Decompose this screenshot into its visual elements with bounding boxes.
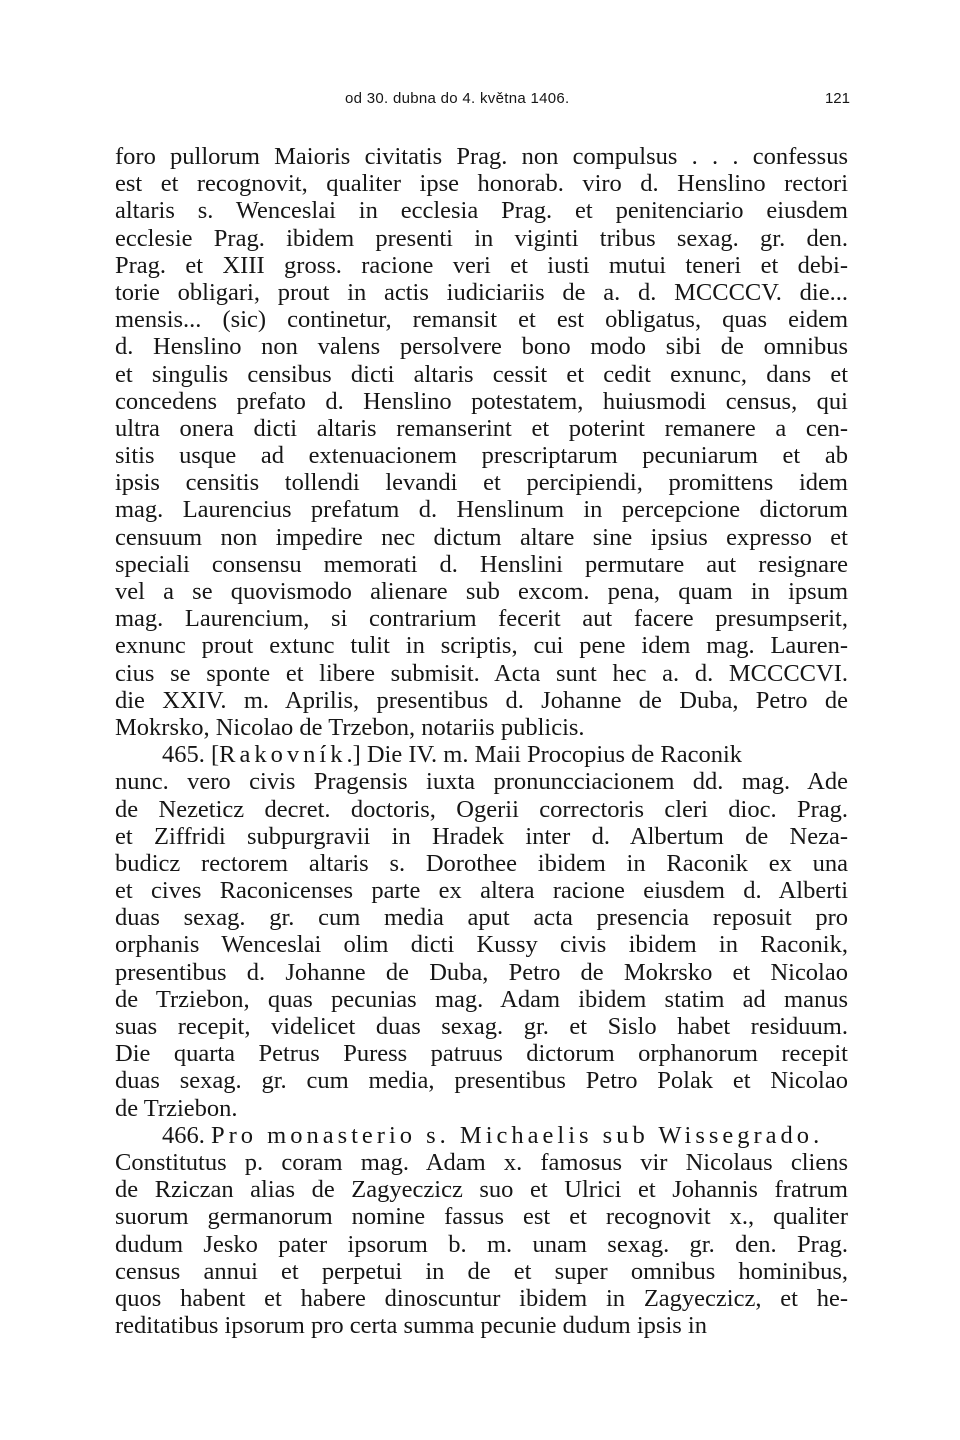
text-line: de Trziebon, quas pecunias mag. Adam ibidem statim ad manus [115,985,848,1013]
text-line: nunc. vero civis Pragensis iuxta pronuncciacionem dd. mag. Ade [115,768,848,796]
text-line: die XXIV. m. Aprilis, presentibus d. Johanne de Duba, Petro de [115,686,848,714]
text-line: Die quarta Petrus Puress patruus dictorum orphanorum recepit [115,1040,848,1068]
text-line: orphanis Wenceslai olim dicti Kussy civis ibidem in Raconik, [115,931,848,959]
text-line: duas sexag. gr. cum media aput acta presencia reposuit pro [115,904,848,932]
text-line: mag. Laurencium, si contrarium fecerit aut facere presumpserit, [115,605,848,633]
running-title: od 30. dubna do 4. května 1406. [345,90,570,107]
text-line: census annui et perpetui in de et super omnibus hominibus, [115,1257,848,1285]
text-line: suas recepit, videlicet duas sexag. gr. et Sislo habet residuum. [115,1013,848,1040]
text-line: ecclesie Prag. ibidem presenti in viginti tribus sexag. gr. den. [115,224,848,252]
text-line [115,741,848,768]
text-line [115,1122,848,1149]
text-line: mag. Laurencius prefatum d. Henslinum in percepcione dictorum [115,496,848,524]
text-line: exnunc prout extunc tulit in scriptis, cui pene idem mag. Lauren- [115,632,848,660]
spaced-heading: Rakovník [219,741,347,769]
page-number: 121 [824,90,850,107]
text-line: suorum germanorum nomine fassus est et recognovit x., qualiter [115,1203,848,1231]
text-line: reditatibus ipsorum pro certa summa pecunie dudum ipsis in [115,1312,707,1340]
text-line: de Nezeticz decret. doctoris, Ogerii correctoris cleri dioc. Prag. [115,795,848,823]
text-line: Mokrsko, Nicolao de Trzebon, notariis publicis. [115,713,585,741]
text-line: de Rziczan alias de Zagyeczicz suo et Ulrici et Johannis fratrum [115,1176,848,1204]
line-segment: 465. [ [162,741,220,769]
text-line: altaris s. Wenceslai in ecclesia Prag. et penitenciario eiusdem [115,197,848,225]
text-line: d. Henslino non valens persolvere bono modo sibi de omnibus [115,333,848,361]
text-line: dudum Jesko pater ipsorum b. m. unam sexag. gr. den. Prag. [115,1230,848,1258]
line-segment: . [813,1121,820,1149]
page-header [0,90,960,110]
text-line: censuum non impedire nec dictum altare sine ipsius expresso et [115,523,848,551]
text-line: Prag. et XIII gross. racione veri et iusti mutui teneri et debi- [115,251,848,279]
text-line: speciali consensu memorati d. Henslini permutare aut resignare [115,550,848,578]
text-line: vel a se quovismodo alienare sub excom. pena, quam in ipsum [115,578,848,605]
spaced-heading: Pro monasterio s. Michaelis sub Wissegrado [211,1121,814,1149]
text-line: est et recognovit, qualiter ipse honorab. viro d. Henslino rectori [115,170,848,198]
text-line: ultra onera dicti altaris remanserint et poterint remanere a cen- [115,414,848,442]
text-line: mensis... (sic) continetur, remansit et est obligatus, quas eidem [115,306,848,334]
text-line: et cives Raconicenses parte ex altera racione eiusdem d. Alberti [115,877,848,905]
text-line: et Ziffridi subpurgravii in Hradek inter d. Albertum de Neza- [115,822,848,850]
text-line: ipsis censitis tollendi levandi et percipiendi, promittens idem [115,469,848,497]
text-line: torie obligari, prout in actis iudiciariis de a. d. MCCCCV. die... [115,278,848,306]
text-line: cius se sponte et libere submisit. Acta sunt hec a. d. MCCCCVI. [115,659,848,687]
text-line: de Trziebon. [115,1094,238,1122]
body-text [115,143,848,1339]
text-line: presentibus d. Johanne de Duba, Petro de Mokrsko et Nicolao [115,958,848,986]
text-line: et singulis censibus dicti altaris cessit et cedit exnunc, dans et [115,360,848,388]
text-line: foro pullorum Maioris civitatis Prag. non compulsus . . . confessus [115,143,848,170]
line-segment: 466. [162,1121,211,1149]
line-segment: .] Die IV. m. Maii Procopius de Raconik [346,741,743,769]
text-line: quos habent et habere dinoscuntur ibidem in Zagyeczicz, et he- [115,1284,848,1312]
text-line: budicz rectorem altaris s. Dorothee ibidem in Raconik ex una [115,849,848,877]
text-line: Constitutus p. coram mag. Adam x. famosus vir Nicolaus cliens [115,1148,848,1176]
text-line: sitis usque ad extenuacionem prescriptarum pecuniarum et ab [115,442,848,470]
text-line: concedens prefato d. Henslino potestatem, huiusmodi census, qui [115,387,848,415]
text-line: duas sexag. gr. cum media, presentibus Petro Polak et Nicolao [115,1067,848,1095]
